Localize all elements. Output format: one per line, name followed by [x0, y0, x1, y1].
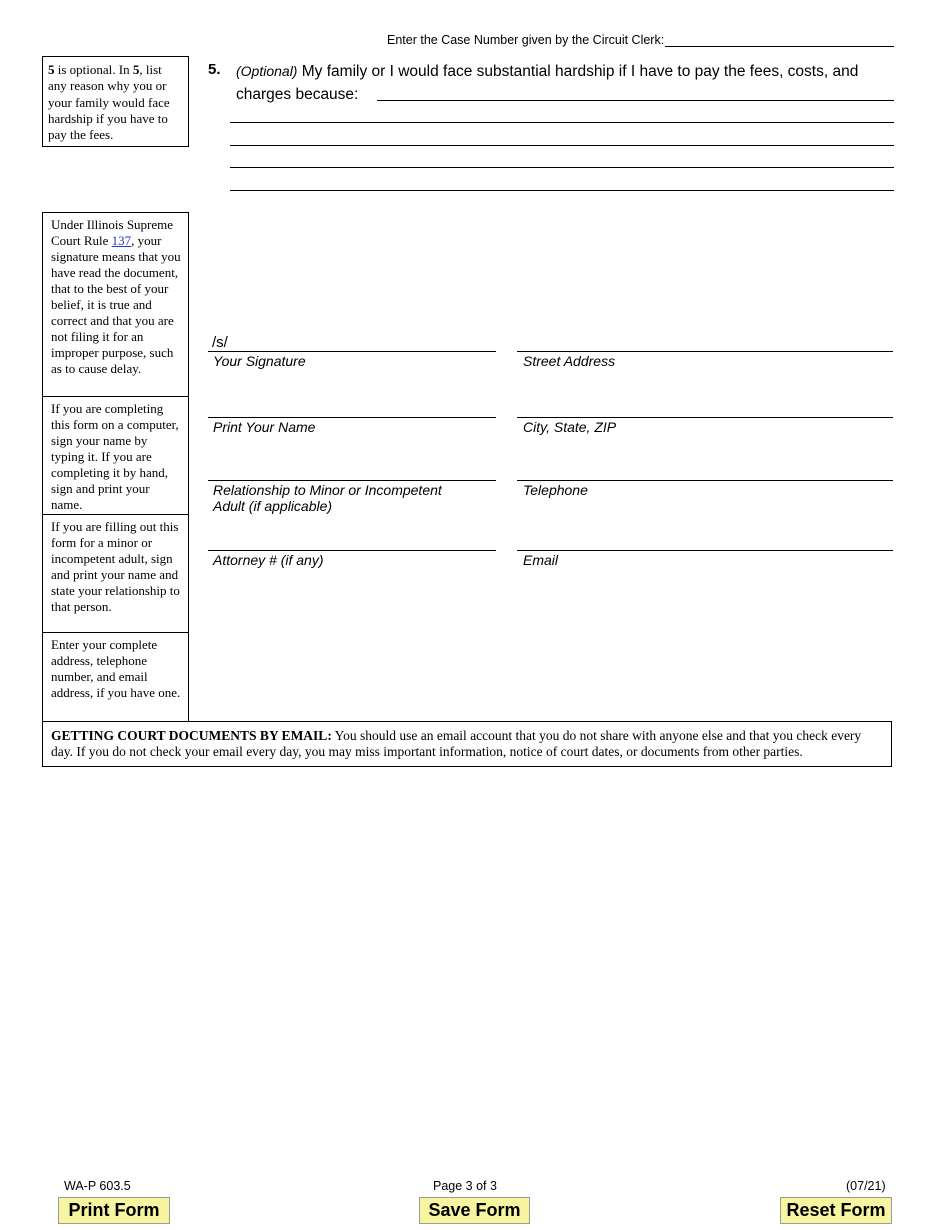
- signature-label: Your Signature: [213, 353, 306, 369]
- email-notice-heading: GETTING COURT DOCUMENTS BY EMAIL:: [51, 728, 332, 743]
- signature-value: /s/: [212, 334, 228, 351]
- hardship-answer-line[interactable]: [230, 190, 894, 191]
- save-form-button[interactable]: Save Form: [419, 1197, 530, 1224]
- signature-field[interactable]: [208, 351, 496, 352]
- instruction-address-box: Enter your complete address, telephone number, and email address, if you have one.: [42, 632, 189, 722]
- city-state-zip-label: City, State, ZIP: [523, 419, 617, 435]
- optional-label: (Optional): [236, 63, 298, 79]
- hardship-answer-line[interactable]: [377, 100, 894, 101]
- email-field[interactable]: [517, 550, 893, 551]
- instruction-minor-box: If you are filling out this form for a minor or incompetent adult, sign and print your name and state your relationship to that person.: [42, 514, 189, 633]
- instruction-text: Under Illinois Supreme Court Rule: [51, 217, 174, 248]
- question-number: 5.: [208, 61, 221, 78]
- street-address-label: Street Address: [523, 353, 616, 369]
- attorney-number-field[interactable]: [208, 550, 496, 551]
- instruction-text: , list any reason why you or your family would face hardship if you have to pay the fees.: [48, 62, 170, 143]
- page-number: Page 3 of 3: [433, 1179, 497, 1193]
- case-number-label: Enter the Case Number given by the Circuit Clerk:: [387, 33, 665, 47]
- telephone-label: Telephone: [523, 482, 588, 498]
- print-name-field[interactable]: [208, 417, 496, 418]
- hardship-answer-line[interactable]: [230, 167, 894, 168]
- hardship-answer-line[interactable]: [230, 145, 894, 146]
- instruction-text: is optional. In: [54, 62, 133, 77]
- city-state-zip-field[interactable]: [517, 417, 893, 418]
- instruction-rule-box: [42, 212, 189, 397]
- reset-form-button[interactable]: Reset Form: [780, 1197, 892, 1224]
- case-number-field[interactable]: [665, 46, 894, 47]
- instruction-text: , your signature means that you have read the document, that to the best of your belief, it is true and correct and that you are not filing it for an improper purpose, such as to cause delay.: [51, 233, 181, 376]
- relationship-label: Relationship to Minor or Incompetent Adult (if applicable): [213, 482, 442, 514]
- form-id: WA-P 603.5: [64, 1179, 131, 1193]
- form-revision-date: (07/21): [846, 1179, 886, 1193]
- instruction-optional-box: [42, 56, 189, 147]
- hardship-answer-line[interactable]: [230, 122, 894, 123]
- instruction-num: 5: [132, 62, 140, 77]
- email-label: Email: [523, 552, 559, 568]
- print-name-label: Print Your Name: [213, 419, 316, 435]
- email-notice-box: [42, 721, 892, 767]
- instruction-typing-box: If you are completing this form on a computer, sign your name by typing it. If you are completing it by hand, sign and print your name.: [42, 396, 189, 515]
- print-form-button[interactable]: Print Form: [58, 1197, 170, 1224]
- relationship-field[interactable]: [208, 480, 496, 481]
- attorney-number-label: Attorney # (if any): [213, 552, 324, 568]
- question-body: My family or I would face substantial hardship if I have to pay the fees, costs, and charges because:: [236, 63, 859, 103]
- street-address-field[interactable]: [517, 351, 893, 352]
- instruction-num: 5: [48, 62, 55, 77]
- telephone-field[interactable]: [517, 480, 893, 481]
- rule-137-link[interactable]: 137: [111, 233, 132, 248]
- email-notice-body: You should use an email account that you do not share with anyone else and that you check every day. If you do not check your email every day, you may miss important information, notice of court dates, or documents from other parties.: [51, 728, 862, 759]
